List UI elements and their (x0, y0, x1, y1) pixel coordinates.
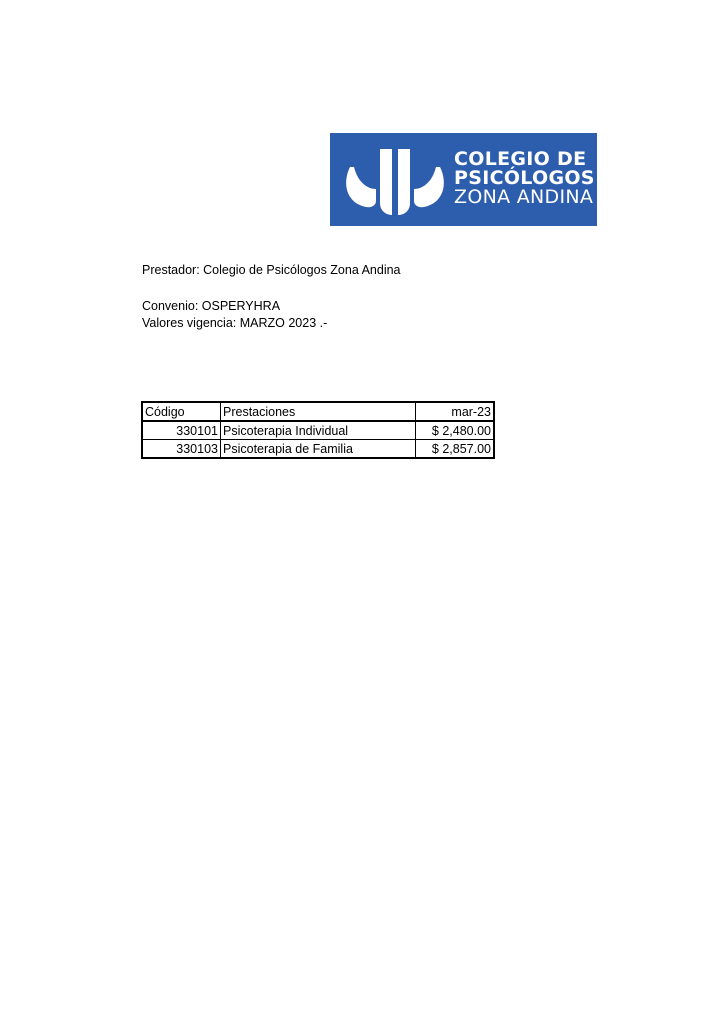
logo-wordmark (454, 150, 595, 207)
row-prestacion: Psicoterapia Individual (221, 421, 416, 440)
logo-line-2: PSICÓLOGOS (454, 167, 595, 189)
table-header-row (142, 402, 494, 421)
row-valor: $ 2,480.00 (416, 421, 495, 440)
header-codigo: Código (142, 402, 221, 421)
table-row (142, 440, 494, 459)
logo-line-1: COLEGIO DE (454, 148, 587, 170)
psi-logo-icon (340, 145, 450, 217)
row-valor: $ 2,857.00 (416, 440, 495, 459)
table-row (142, 421, 494, 440)
convenio-line: Convenio: OSPERYHRA (142, 299, 281, 313)
vigencia-line: Valores vigencia: MARZO 2023 .- (142, 316, 328, 330)
row-prestacion: Psicoterapia de Familia (221, 440, 416, 459)
logo-line-3: ZONA ANDINA (454, 186, 594, 208)
rates-table (141, 401, 495, 459)
prestador-line: Prestador: Colegio de Psicólogos Zona Andina (142, 263, 401, 277)
header-valor: mar-23 (416, 402, 495, 421)
header-prestaciones: Prestaciones (221, 402, 416, 421)
row-code: 330101 (142, 421, 221, 440)
colegio-logo (330, 133, 597, 226)
row-code: 330103 (142, 440, 221, 459)
